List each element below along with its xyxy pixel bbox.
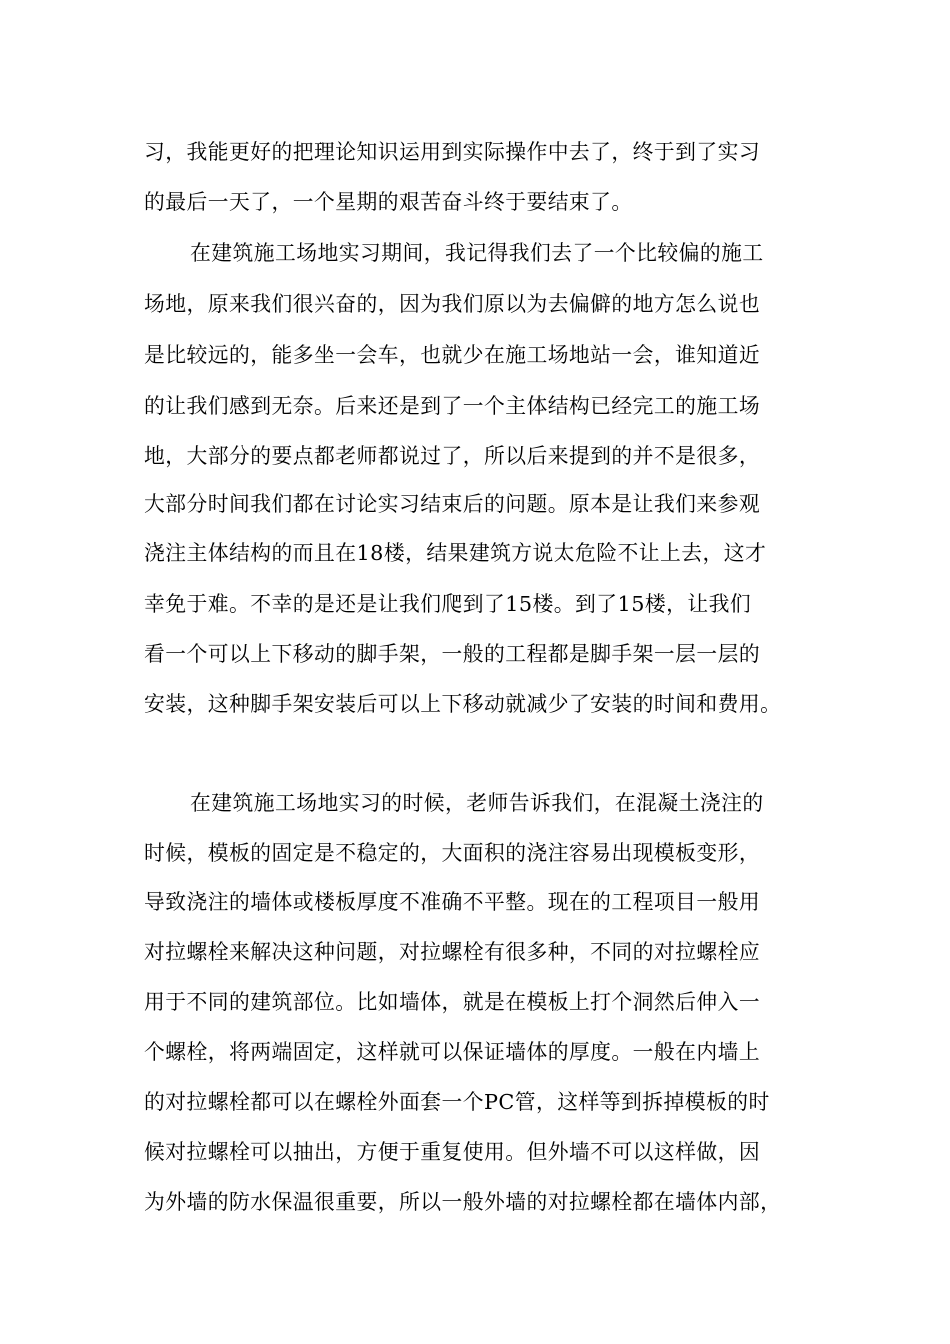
- text-line: 安装，这种脚手架安装后可以上下移动就减少了安装的时间和费用。: [144, 692, 782, 716]
- text-line: 场地，原来我们很兴奋的，因为我们原以为去偏僻的地方怎么说也: [144, 292, 761, 316]
- text-line: 的对拉螺栓都可以在螺栓外面套一个PC管，这样等到拆掉模板的时: [144, 1090, 770, 1114]
- text-line: 个螺栓，将两端固定，这样就可以保证墙体的厚度。一般在内墙上: [144, 1040, 761, 1064]
- text-line: 习，我能更好的把理论知识运用到实际操作中去了，终于到了实习: [144, 140, 761, 164]
- text-line: 在建筑施工场地实习期间，我记得我们去了一个比较偏的施工: [190, 241, 764, 265]
- text-line: 大部分时间我们都在讨论实习结束后的问题。原本是让我们来参观: [144, 492, 761, 516]
- text-line: 在建筑施工场地实习的时候，老师告诉我们，在混凝土浇注的: [190, 791, 764, 815]
- text-line: 的让我们感到无奈。后来还是到了一个主体结构已经完工的施工场: [144, 394, 761, 418]
- text-line: 对拉螺栓来解决这种问题，对拉螺栓有很多种，不同的对拉螺栓应: [144, 940, 761, 964]
- text-line: 幸免于难。不幸的是还是让我们爬到了15楼。到了15楼，让我们: [144, 592, 752, 616]
- text-line: 浇注主体结构的而且在18楼，结果建筑方说太危险不让上去，这才: [144, 541, 767, 565]
- text-line: 候对拉螺栓可以抽出，方便于重复使用。但外墙不可以这样做，因: [144, 1140, 761, 1164]
- text-line: 看一个可以上下移动的脚手架，一般的工程都是脚手架一层一层的: [144, 642, 761, 666]
- text-line: 的最后一天了，一个星期的艰苦奋斗终于要结束了。: [144, 190, 633, 214]
- text-line: 用于不同的建筑部位。比如墙体，就是在模板上打个洞然后伸入一: [144, 990, 761, 1014]
- text-line: 是比较远的，能多坐一会车，也就少在施工场地站一会，谁知道近: [144, 343, 761, 367]
- text-line: 时候，模板的固定是不稳定的，大面积的浇注容易出现模板变形，: [144, 841, 761, 865]
- text-line: 为外墙的防水保温很重要，所以一般外墙的对拉螺栓都在墙体内部，: [144, 1190, 782, 1214]
- text-line: 地，大部分的要点都老师都说过了，所以后来提到的并不是很多，: [144, 444, 761, 468]
- text-line: 导致浇注的墙体或楼板厚度不准确不平整。现在的工程项目一般用: [144, 890, 761, 914]
